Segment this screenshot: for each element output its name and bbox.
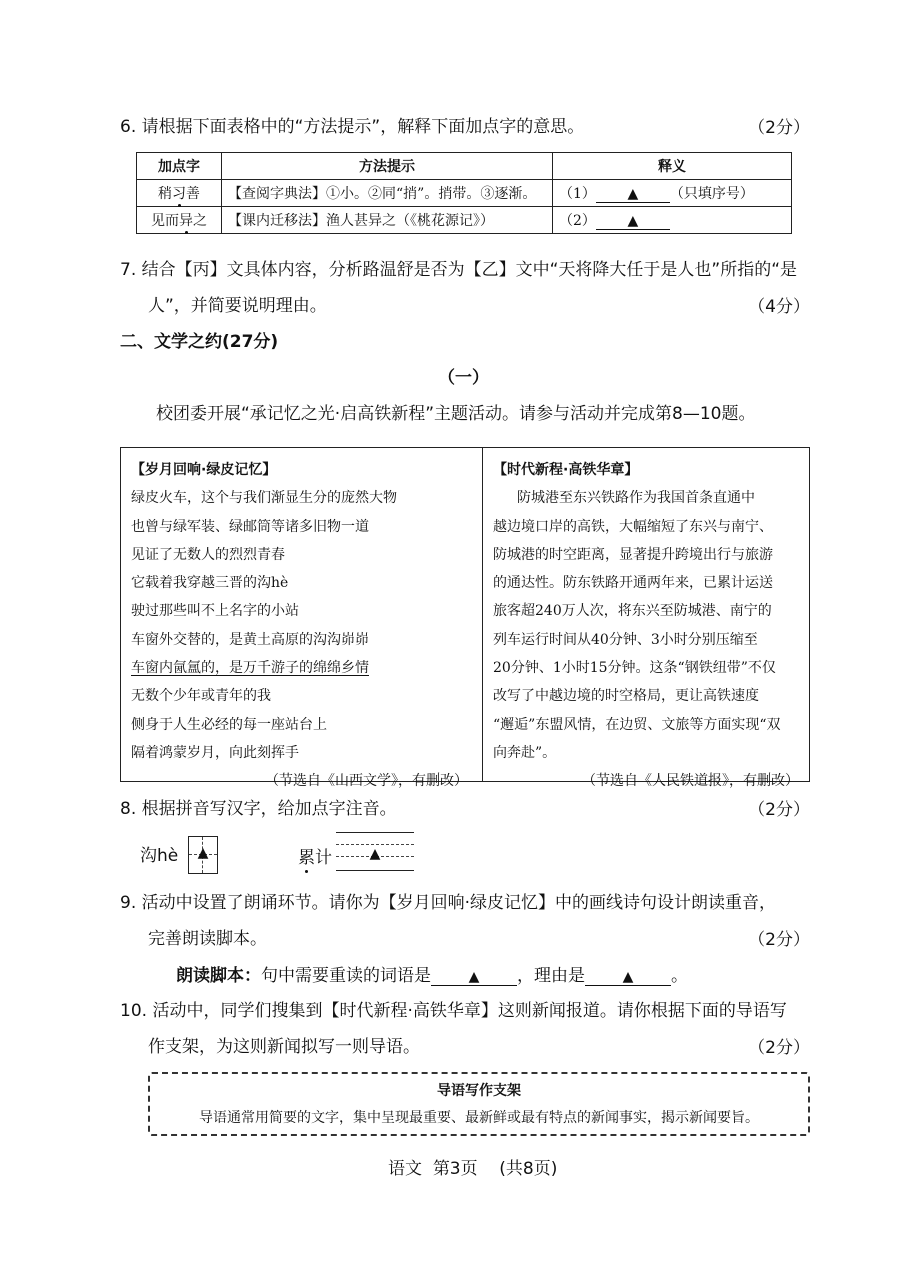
- dotted-word-cell: [137, 180, 222, 207]
- q9-points: （2分）: [748, 930, 810, 950]
- q7-points: （4分）: [748, 297, 810, 317]
- footer-subject: 语文: [388, 1159, 422, 1179]
- table-row: [137, 180, 792, 207]
- news-line: 越边境口岸的高铁，大幅缩短了东兴与南宁、: [493, 518, 773, 535]
- answer-note: （只填序号）: [669, 186, 754, 202]
- q6-table: [136, 152, 792, 234]
- material-box: [120, 447, 810, 790]
- poem-source: （节选自《山西文学》，有删改）: [265, 773, 468, 790]
- news-line: 防城港至东兴铁路作为我国首条直通中: [517, 490, 755, 507]
- col-header-hint: 方法提示: [222, 153, 553, 180]
- news-line: “邂逅”东盟风情，在边贸、文旅等方面实现“双: [493, 716, 781, 733]
- part-title: （一）: [438, 368, 489, 388]
- q9-line2: 完善朗读脚本。: [148, 929, 267, 949]
- news-line: 改写了中越边境的时空格局，更让高铁速度: [493, 688, 759, 705]
- news-heading: 【时代新程·高铁华章】: [493, 462, 639, 478]
- news-line: 的通达性。防东铁路开通两年来，已累计运送: [493, 575, 773, 592]
- section-title: 二、文学之约(27分): [120, 332, 279, 352]
- answer-blank: ▲: [197, 845, 209, 861]
- news-source: （节选自《人民铁道报》，有删改）: [582, 773, 799, 790]
- q10-line1: 10. 活动中，同学们搜集到【时代新程·高铁华章】这则新闻报道。请你根据下面的导语写: [120, 1001, 787, 1021]
- answer-blank[interactable]: ▲: [585, 969, 671, 986]
- writing-scaffold-box: [148, 1072, 810, 1136]
- q10-line2: 作支架，为这则新闻拟写一则导语。: [148, 1037, 420, 1057]
- script-text: ，理由是: [517, 966, 585, 986]
- script-label: 朗读脚本：: [176, 966, 261, 986]
- word-part: 善: [186, 186, 200, 202]
- poem-line: 车窗外交替的，是黄土高原的沟沟峁峁: [131, 631, 369, 648]
- poem-line-underlined: 车窗内氤氲的，是万千游子的绵绵乡情: [131, 660, 369, 677]
- news-column: [493, 456, 799, 796]
- hint-cell: 【查阅字典法】①小。②同“捎”。捎带。③逐渐。: [222, 180, 553, 207]
- hint-cell: 【课内迁移法】渔人甚异之（《桃花源记》）: [222, 207, 553, 234]
- q9-script: [176, 962, 688, 990]
- poem-line: 驶过那些叫不上名字的小站: [131, 603, 299, 620]
- col-header-word: 加点字: [137, 153, 222, 180]
- q6-points: （2分）: [748, 118, 810, 138]
- answer-cell: [553, 207, 792, 234]
- dotted-char: 异: [179, 213, 193, 229]
- news-line: 旅客超240万人次，将东兴至防城港、南宁的: [493, 603, 772, 620]
- scaffold-text: 导语通常用简要的文字，集中呈现最重要、最新鲜或最有特点的新闻事实，揭示新闻要旨。: [199, 1110, 759, 1126]
- column-divider: [482, 448, 483, 781]
- answer-number: （2）: [559, 213, 596, 229]
- poem-line: 它载着我穿越三晋的沟hè: [131, 575, 289, 592]
- answer-blank[interactable]: ▲: [431, 969, 517, 986]
- answer-cell: [553, 180, 792, 207]
- q8-item2-label: [298, 844, 332, 872]
- word-part: 计: [315, 848, 332, 868]
- q7-line1: 7. 结合【丙】文具体内容，分析路温舒是否为【乙】文中“天将降大任于是人也”所指的“是: [120, 260, 798, 280]
- word-part: 之: [193, 213, 207, 229]
- news-line: 列车运行时间从40分钟、3小时分别压缩至: [493, 631, 758, 648]
- q9-line1: 9. 活动中设置了朗诵环节。请你为【岁月回响·绿皮记忆】中的画线诗句设计朗读重音，: [120, 893, 777, 913]
- poem-line: 侧身于人生必经的每一座站台上: [131, 716, 327, 733]
- poem-line: 见证了无数人的烈烈青春: [131, 546, 285, 563]
- poem-line: 无数个少年或青年的我: [131, 688, 271, 705]
- word-part: 稍: [158, 186, 172, 202]
- poem-heading: 【岁月回响·绿皮记忆】: [131, 462, 277, 478]
- news-line: 20分钟、1小时15分钟。这条“钢铁纽带”不仅: [493, 660, 776, 677]
- table-row: [137, 207, 792, 234]
- poem-line: 隔着鸿蒙岁月，向此刻挥手: [131, 744, 299, 761]
- news-line: 防城港的时空距离，显著提升跨境出行与旅游: [493, 546, 773, 563]
- script-text: 句中需要重读的词语是: [261, 966, 431, 986]
- word-part: 见而: [151, 213, 179, 229]
- scaffold-title: 导语写作支架: [437, 1083, 521, 1099]
- col-header-meaning: 释义: [553, 153, 792, 180]
- answer-number: （1）: [559, 186, 596, 202]
- footer-page: 第3页: [432, 1159, 478, 1179]
- script-end: 。: [671, 966, 688, 986]
- q8-item1-label: 沟hè: [140, 846, 179, 866]
- poem-line: 绿皮火车，这个与我们渐显生分的庞然大物: [131, 490, 397, 507]
- footer: [388, 1155, 557, 1183]
- poem-line: 也曾与绿军装、绿邮筒等诸多旧物一道: [131, 518, 369, 535]
- footer-total: (共8页): [499, 1159, 558, 1179]
- news-line: 向奔赴”。: [493, 744, 557, 761]
- dotted-word-cell: [137, 207, 222, 234]
- answer-blank[interactable]: ▲: [596, 186, 670, 203]
- poem-column: [131, 456, 476, 796]
- answer-blank[interactable]: ▲: [596, 213, 670, 230]
- q8-item1-box[interactable]: [188, 836, 218, 874]
- dotted-char: 习: [172, 186, 186, 202]
- part-intro: 校团委开展“承记忆之光·启高铁新程”主题活动。请参与活动并完成第8—10题。: [156, 404, 756, 424]
- dotted-char: 累: [298, 848, 315, 868]
- q6-stem: 6. 请根据下面表格中的“方法提示”，解释下面加点字的意思。: [120, 117, 585, 137]
- answer-blank: ▲: [369, 846, 381, 862]
- q8-points: （2分）: [748, 800, 810, 820]
- q8-stem: 8. 根据拼音写汉字，给加点字注音。: [120, 799, 397, 819]
- q8-item2-pinyin-lines[interactable]: [336, 832, 414, 872]
- q10-points: （2分）: [748, 1038, 810, 1058]
- q7-line2: 人”，并简要说明理由。: [148, 296, 327, 316]
